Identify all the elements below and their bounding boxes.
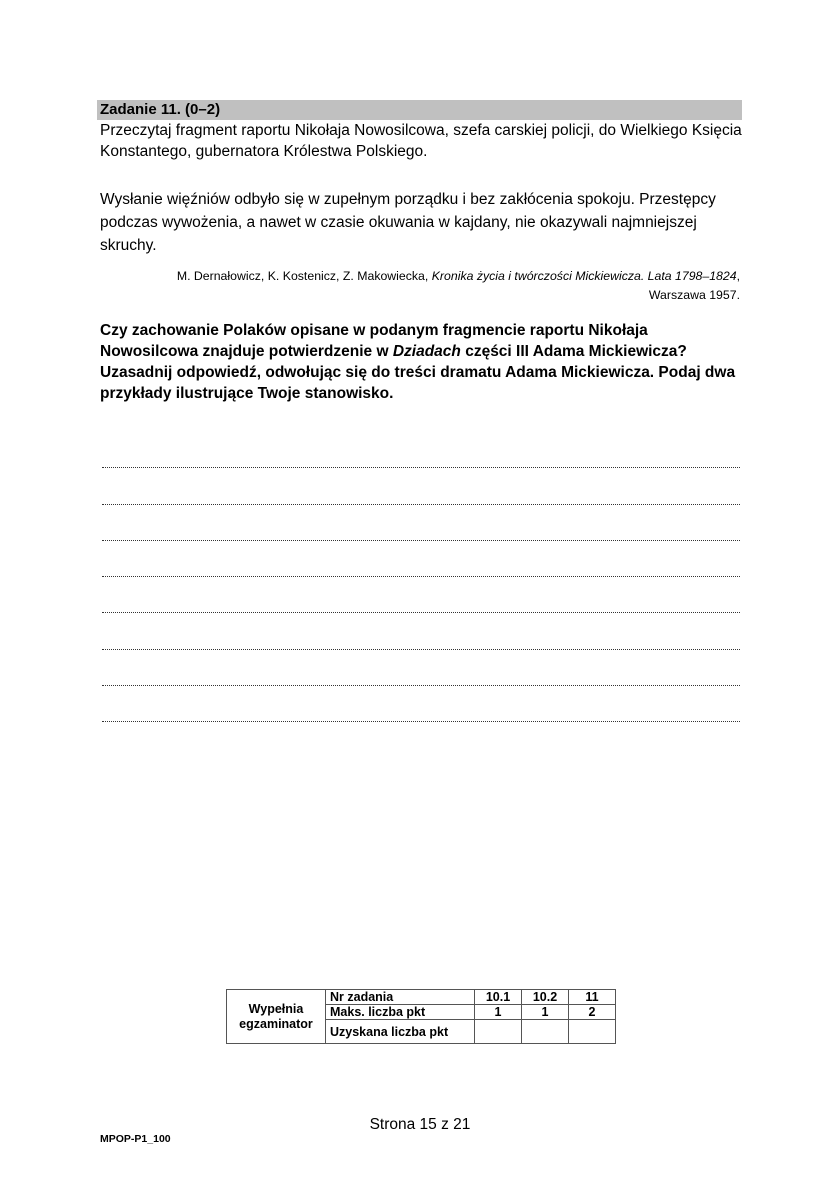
answer-line[interactable] [102,541,740,577]
answer-area[interactable] [102,432,740,722]
cell: 1 [475,1005,522,1020]
cell: 1 [522,1005,569,1020]
answer-line[interactable] [102,468,740,504]
question-part2: części III Adama Mickiewicza? Uzasadnij odpowiedź, odwołując się do treści dramatu Adama Mickiewicza. Podaj dwa przykłady ilustrujące Twoje stanowisko. [100,343,736,402]
answer-line[interactable] [102,686,740,722]
page-number: Strona 15 z 21 [369,1116,471,1133]
exam-code: MPOP-P1_100 [100,1133,171,1145]
cell: 2 [569,1005,616,1020]
source-suffix: , [736,269,740,283]
answer-line[interactable] [102,613,740,649]
score-input-cell[interactable] [522,1020,569,1044]
task-question [100,320,745,404]
task-title: Zadanie 11. (0–2) [97,100,742,120]
row-label: Maks. liczba pkt [326,1005,475,1020]
source-place-year: Warszawa 1957. [648,288,740,302]
row-label: Nr zadania [326,990,475,1005]
table-row [227,990,616,1005]
answer-line[interactable] [102,650,740,686]
score-table [226,989,616,1044]
cell: 10.2 [522,990,569,1005]
question-italic-title: Dziadach [392,343,461,360]
answer-line[interactable] [102,432,740,468]
score-input-cell[interactable] [569,1020,616,1044]
question-part1: Czy zachowanie Polaków opisane w podanym fragmencie raportu Nikołaja Nowosilcowa znajduje potwierdzenie w [100,322,648,360]
task-intro: Przeczytaj fragment raportu Nikołaja Nowosilcowa, szefa carskiej policji, do Wielkiego Księcia Konstantego, gubernatora Królestwa Polskiego. [100,122,742,160]
score-input-cell[interactable] [475,1020,522,1044]
answer-line[interactable] [102,577,740,613]
quote-source [100,267,740,305]
cell: 10.1 [475,990,522,1005]
source-title: Kronika życia i twórczości Mickiewicza. Lata 1798–1824 [431,269,737,283]
cell: 11 [569,990,616,1005]
answer-line[interactable] [102,505,740,541]
source-authors: M. Dernałowicz, K. Kostenicz, Z. Makowiecka, [176,269,432,283]
examiner-label: Wypełnia egzaminator [227,990,326,1044]
row-label: Uzyskana liczba pkt [326,1020,475,1044]
report-quote: Wysłanie więźniów odbyło się w zupełnym porządku i bez zakłócenia spokoju. Przestępcy podczas wywożenia, a nawet w czasie okuwania w kajdany, nie okazywali najmniejszej skruchy. [100,191,716,254]
